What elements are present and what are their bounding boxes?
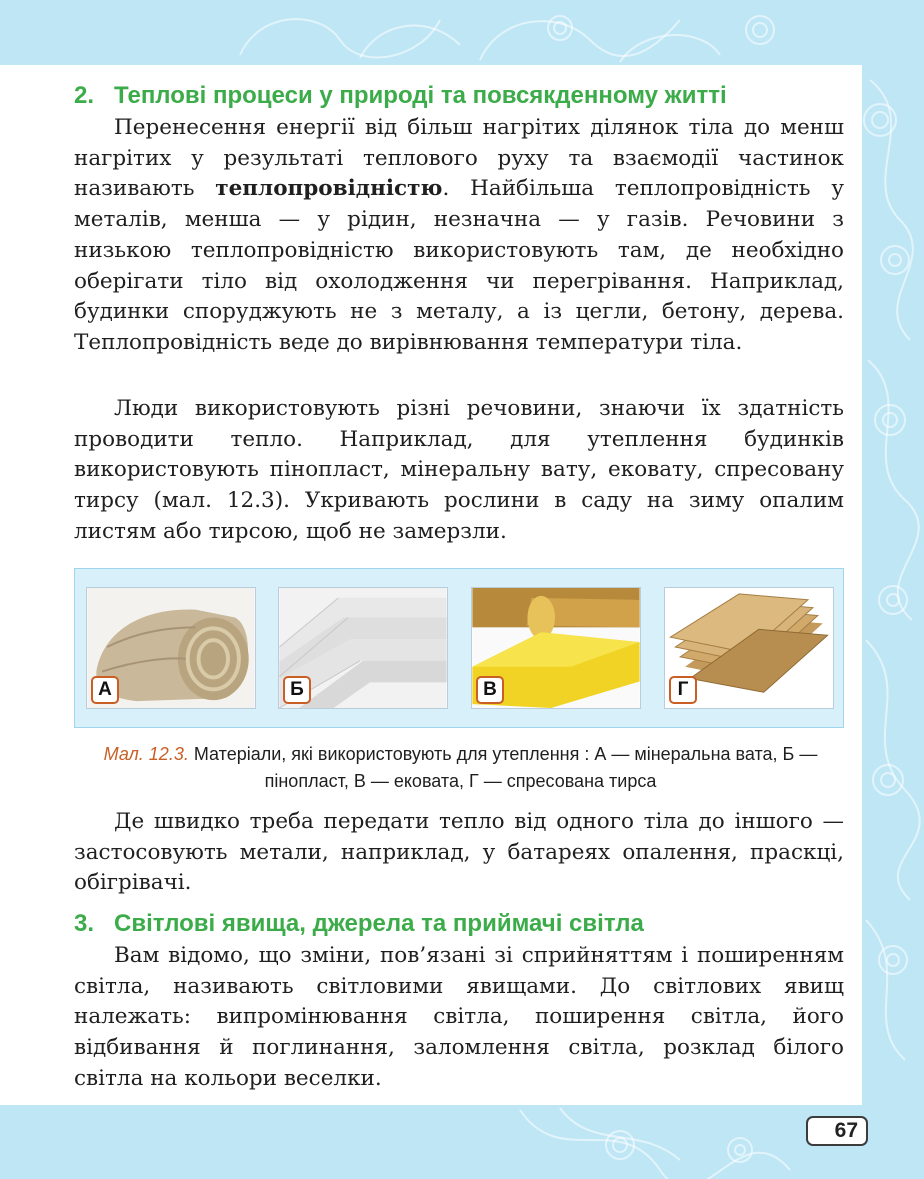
term-thermal-conductivity: теплопровідністю	[215, 176, 443, 202]
photo-pressed-sawdust	[664, 587, 834, 709]
section-3-number: 3.	[74, 910, 95, 937]
section-2-number: 2.	[74, 82, 95, 109]
section-2-paragraph-2	[74, 394, 844, 548]
section-2-heading	[74, 82, 727, 110]
photo-mineral-wool	[86, 587, 256, 709]
label-g: Г	[669, 676, 697, 704]
section-3-heading	[74, 910, 644, 938]
paragraph-3	[74, 807, 844, 899]
paragraph-1-text-a: Перенесення енергії від більш нагрітих ділянок тіла до менш нагрітих у результаті теплового руху та взаємодії частинок називають	[74, 115, 844, 202]
label-v: В	[476, 676, 504, 704]
caption-figure-ref: Мал. 12.3.	[103, 744, 189, 764]
section-2-paragraph-1	[74, 113, 844, 359]
paragraph-1-text-b: . Найбільша теплопровідність у металів, менша — у рідин, незначна — у газів. Речовини з низькою теплопровідністю використовують там, де необхідно оберігати тіло від охолодження чи перегрівання. Наприклад, будинки споруджують не з металу, а із цегли, бетону, дерева. Теплопровідність веде до вирівнювання температури тіла.	[74, 176, 845, 355]
paragraph-3-text: Де швидко треба передати тепло від одного тіла до іншого — застосовують метали, наприклад, у батареях опалення, праскці, обігрівачі.	[74, 809, 844, 896]
label-b: Б	[283, 676, 311, 704]
section-3-title: Світлові явища, джерела та приймачі світла	[114, 910, 644, 937]
section-2-title: Теплові процеси у природі та повсякденному житті	[114, 82, 727, 109]
page-number: 67	[806, 1116, 868, 1146]
photo-ecowool	[471, 587, 641, 709]
figure-12-3	[74, 568, 844, 728]
section-3-paragraph-text: Вам відомо, що зміни, пов’язані зі сприйняттям і поширенням світла, називають світловими явищами. До світлових явищ належать: випромінювання світла, поширення світла, його відбивання й поглинання, заломлення світла, розклад білого світла на кольори веселки.	[74, 943, 844, 1091]
label-a: А	[91, 676, 119, 704]
paragraph-2-text: Люди використовують різні речовини, знаючи їх здатність проводити тепло. Наприклад, для утеплення будинків використовують пінопласт, мінеральну вату, ековату, спресовану тирсу (мал. 12.3). Укривають рослини в саду на зиму опалим листям або тирсою, щоб не замерзли.	[74, 396, 844, 544]
section-3-paragraph-1	[74, 941, 844, 1095]
figure-caption	[78, 741, 843, 795]
photo-polystyrene	[278, 587, 448, 709]
caption-text: Матеріали, які використовують для утеплення : А — мінеральна вата, Б — пінопласт, В — ековата, Г — спресована тирса	[188, 744, 818, 791]
